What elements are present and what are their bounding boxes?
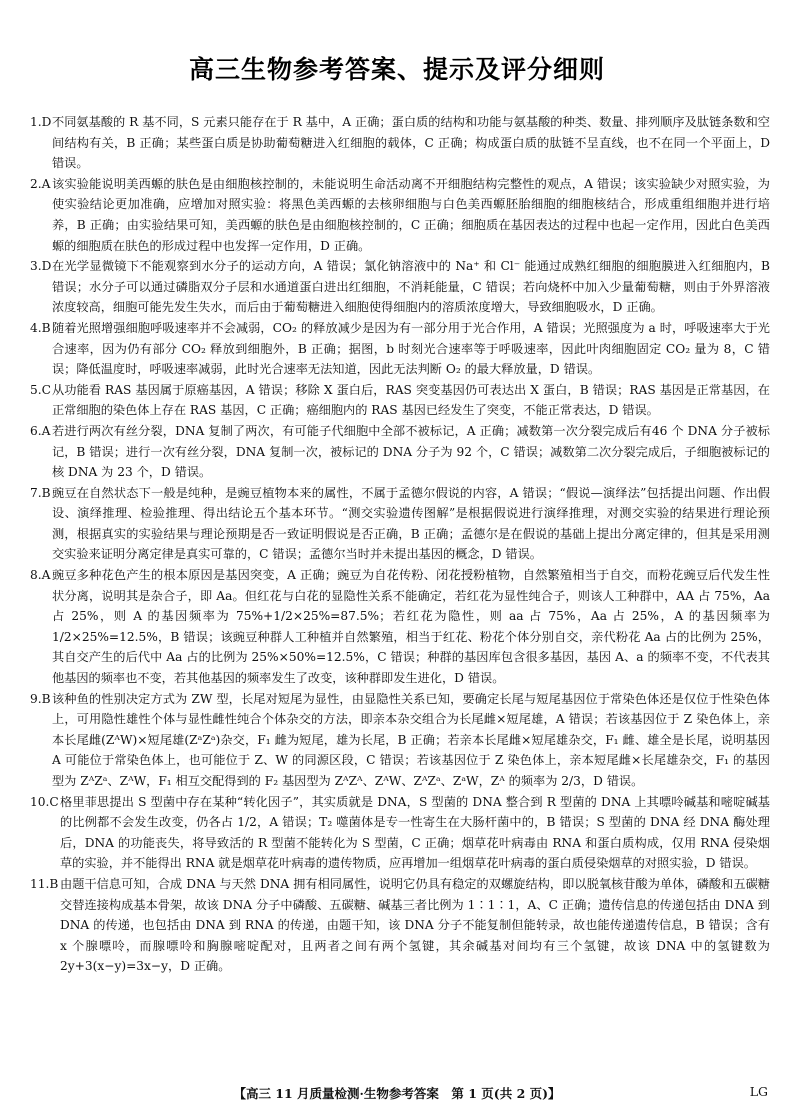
answer-item-3	[30, 256, 770, 318]
answer-number: 10.C	[30, 794, 59, 809]
answer-item-2	[30, 174, 770, 256]
answer-number: 9.B	[30, 691, 51, 706]
answer-list	[30, 112, 770, 977]
answer-text: 该种鱼的性别决定方式为 ZW 型，长尾对短尾为显性，由显隐性关系已知，要确定长尾与短尾基因位于常染色体还是仅位于性染色体上，可用隐性雄性个体与显性雌性纯合个体杂交的方法，即亲本杂交组合为长尾雌×短尾雄，A 错误；若该基因位于 Z 染色体上，亲本长尾雌(ZᴬW)×短尾雄(ZᵃZᵃ)杂交，F₁ 雌为短尾，雄为长尾，B 正确；若亲本长尾雌×短尾雄杂交，F₁ 雌、雄全是长尾，说明基因 A 可能位于常染色体上，也可能位于 Z、W 的同源区段，C 错误；若该基因位于 Z 染色体上，亲本短尾雌×长尾雄杂交，F₁ 的基因型为 ZᴬZᵃ、ZᴬW，F₁ 相互交配得到的 F₂ 基因型为 ZᴬZᴬ、ZᴬW、ZᴬZᵃ、ZᵃW，Zᴬ 的频率为 2/3，D 错误。	[52, 691, 770, 788]
answer-text: 该实验能说明美西螈的肤色是由细胞核控制的，未能说明生命活动离不开细胞结构完整性的观点，A 错误；该实验缺少对照实验，为使实验结论更加准确，应增加对照实验：将黑色美西螈的去核卵细胞与白色美西螈胚胎细胞的细胞核结合，形成重组细胞并进行培养，B 正确；由实验结果可知，美西螈的肤色是由细胞核控制的，C 正确；细胞质在基因表达的过程中也起一定作用，因此白色美西螈的细胞质在肤色的形成过程中也发挥一定作用，D 正确。	[52, 176, 770, 253]
answer-number: 6.A	[30, 423, 51, 438]
answer-number: 1.D	[30, 115, 52, 129]
answer-text: 不同氨基酸的 R 基不同，S 元素只能存在于 R 基中，A 正确；蛋白质的结构和功能与氨基酸的种类、数量、排列顺序及肽链条数和空间结构有关，B 正确；某些蛋白质是协助葡萄糖进入红细胞的载体，C 正确；构成蛋白质的肽链不呈直线，也不在同一个平面上，D 错误。	[52, 115, 770, 171]
answer-text: 豌豆在自然状态下一般是纯种，是豌豆植物本来的属性，不属于孟德尔假说的内容，A 错误；“假说—演绎法”包括提出问题、作出假设、演绎推理、检验推理、得出结论五个基本环节。“测交实验遗传图解”是根据假说进行演绎推理，对测交实验的结果进行理论预测，根据真实的实验结果与理论预期是否一致证明假说是否正确，B 正确；孟德尔是在假说的基础上提出分离定律的，但其是采用测交实验来证明分离定律是真实可靠的，C 错误；孟德尔当时并未提出基因的概念，D 错误。	[52, 485, 770, 562]
page-footer: 【高三 11 月质量检测·生物参考答案 第 1 页(共 2 页)】	[233, 1086, 561, 1101]
answer-item-4	[30, 318, 770, 380]
page-title: 高三生物参考答案、提示及评分细则	[188, 55, 605, 84]
answer-text: 若进行两次有丝分裂，DNA 复制了两次，有可能子代细胞中全部不被标记，A 正确；减数第一次分裂完成后有46 个 DNA 分子被标记，B 错误；进行一次有丝分裂，DNA 复制一次，被标记的 DNA 分子为 92 个，C 错误；减数第二次分裂完成后，子细胞被标记的核 DNA 为 23 个，D 错误。	[52, 423, 770, 480]
answer-text: 格里菲思提出 S 型菌中存在某种“转化因子”，其实质就是 DNA，S 型菌的 DNA 整合到 R 型菌的 DNA 上其嘌呤碱基和嘧啶碱基的比例都不会发生改变，仍各占 1/2，A 错误；T₂ 噬菌体是专一性寄生在大肠杆菌中的，B 错误；S 型菌的 DNA 经 DNA 酶处理后，DNA 的功能丧失，将导致活的 R 型菌不能转化为 S 型菌，C 正确；烟草花叶病毒由 RNA 和蛋白质构成，仅用 RNA 侵染烟草的实验，并不能得出 RNA 就是烟草花叶病毒的遗传物质，应再增加一组烟草花叶病毒的蛋白质侵染烟草的对照实验，D 错误。	[60, 794, 770, 871]
answer-item-11	[30, 874, 770, 977]
answer-number: 2.A	[30, 176, 51, 191]
answer-number: 11.B	[30, 876, 59, 891]
answer-number: 8.A	[30, 568, 51, 583]
answer-number: 4.B	[30, 320, 51, 335]
answer-item-6	[30, 421, 770, 483]
answer-number: 5.C	[30, 382, 51, 397]
answer-item-7	[30, 483, 770, 565]
answer-text: 从功能看 RAS 基因属于原癌基因，A 错误；移除 X 蛋白后，RAS 突变基因仍可表达出 X 蛋白，B 错误；RAS 基因是正常基因，在正常细胞的染色体上存在 RAS 基因，C 正确；癌细胞内的 RAS 基因已经发生了突变，不能正常表达，D 错误。	[52, 382, 770, 418]
answer-text: 豌豆多种花色产生的根本原因是基因突变，A 正确；豌豆为自花传粉、闭花授粉植物，自然繁殖相当于自交，而粉花豌豆后代发生性状分离，说明其是杂合子，即 Aa。但红花与白花的显隐性关系不能确定，若红花为显性纯合子，则该人工种群中，AA 占 75%，Aa 占 25%，则 A 的基因频率为 75%+1/2×25%=87.5%；若红花为隐性，则 aa 占 75%，Aa 占 25%，A 的基因频率为 1/2×25%=12.5%，B 错误；该豌豆种群人工种植并自然繁殖，相当于红花、粉花个体分别自交，亲代粉花 Aa 占的比例为 25%，其自交产生的后代中 Aa 占的比例为 25%×50%=12.5%，C 错误；种群的基因库包含很多基因，基因 A、a 的频率不变，不代表其他基因的频率也不变，若其他基因的频率发生了改变，该种群即发生进化，D 错误。	[52, 568, 770, 686]
answer-item-8	[30, 565, 770, 689]
answer-text: 在光学显微镜下不能观察到水分子的运动方向，A 错误；氯化钠溶液中的 Na⁺ 和 Cl⁻ 能通过成熟红细胞的细胞膜进入红细胞内，B 错误；水分子可以通过磷脂双分子层和水通道蛋白进出红细胞，不消耗能量，C 错误；若向烧杯中加入少量葡萄糖，则由于外界溶液浓度较高，细胞可能先发生失水，而后由于葡萄糖进入细胞使得细胞内的溶质浓度增大，导致细胞吸水，D 正确。	[52, 259, 770, 315]
answer-number: 7.B	[30, 485, 51, 500]
answer-item-9	[30, 689, 770, 792]
answer-text: 随着光照增强细胞呼吸速率并不会减弱，CO₂ 的释放减少是因为有一部分用于光合作用，A 错误；光照强度为 a 时，呼吸速率大于光合速率，因为仍有部分 CO₂ 释放到细胞外，B 正确；据图，b 时刻光合速率等于呼吸速率，因此叶肉细胞固定 CO₂ 量为 8，C 错误；降低温度时，呼吸速率减弱，此时光合速率无法知道，因此无法判断 O₂ 的最大释放量，D 错误。	[52, 320, 770, 377]
answer-item-1	[30, 112, 770, 174]
answer-text: 由题干信息可知，合成 DNA 与天然 DNA 拥有相同属性，说明它仍具有稳定的双螺旋结构，即以脱氧核苷酸为单体，磷酸和五碳糖交替连接构成基本骨架，故该 DNA 分子中磷酸、五碳糖、碱基三者比例为 1∶1∶1，A、C 正确；遗传信息的传递包括由 DNA 到 DNA 的传递，也包括由 DNA 到 RNA 的传递，由题干知，该 DNA 分子不能复制但能转录，故也能传递遗传信息，B 错误；含有 x 个腺嘌呤，而腺嘌呤和胸腺嘧啶配对，且两者之间有两个氢键，其余碱基对间均有三个氢键，故该 DNA 中的氢键数为 2y+3(x−y)=3x−y，D 正确。	[60, 876, 770, 974]
answer-item-10	[30, 792, 770, 874]
answer-number: 3.D	[30, 259, 52, 274]
footer-code: LG	[749, 1084, 768, 1099]
answer-item-5	[30, 380, 770, 421]
